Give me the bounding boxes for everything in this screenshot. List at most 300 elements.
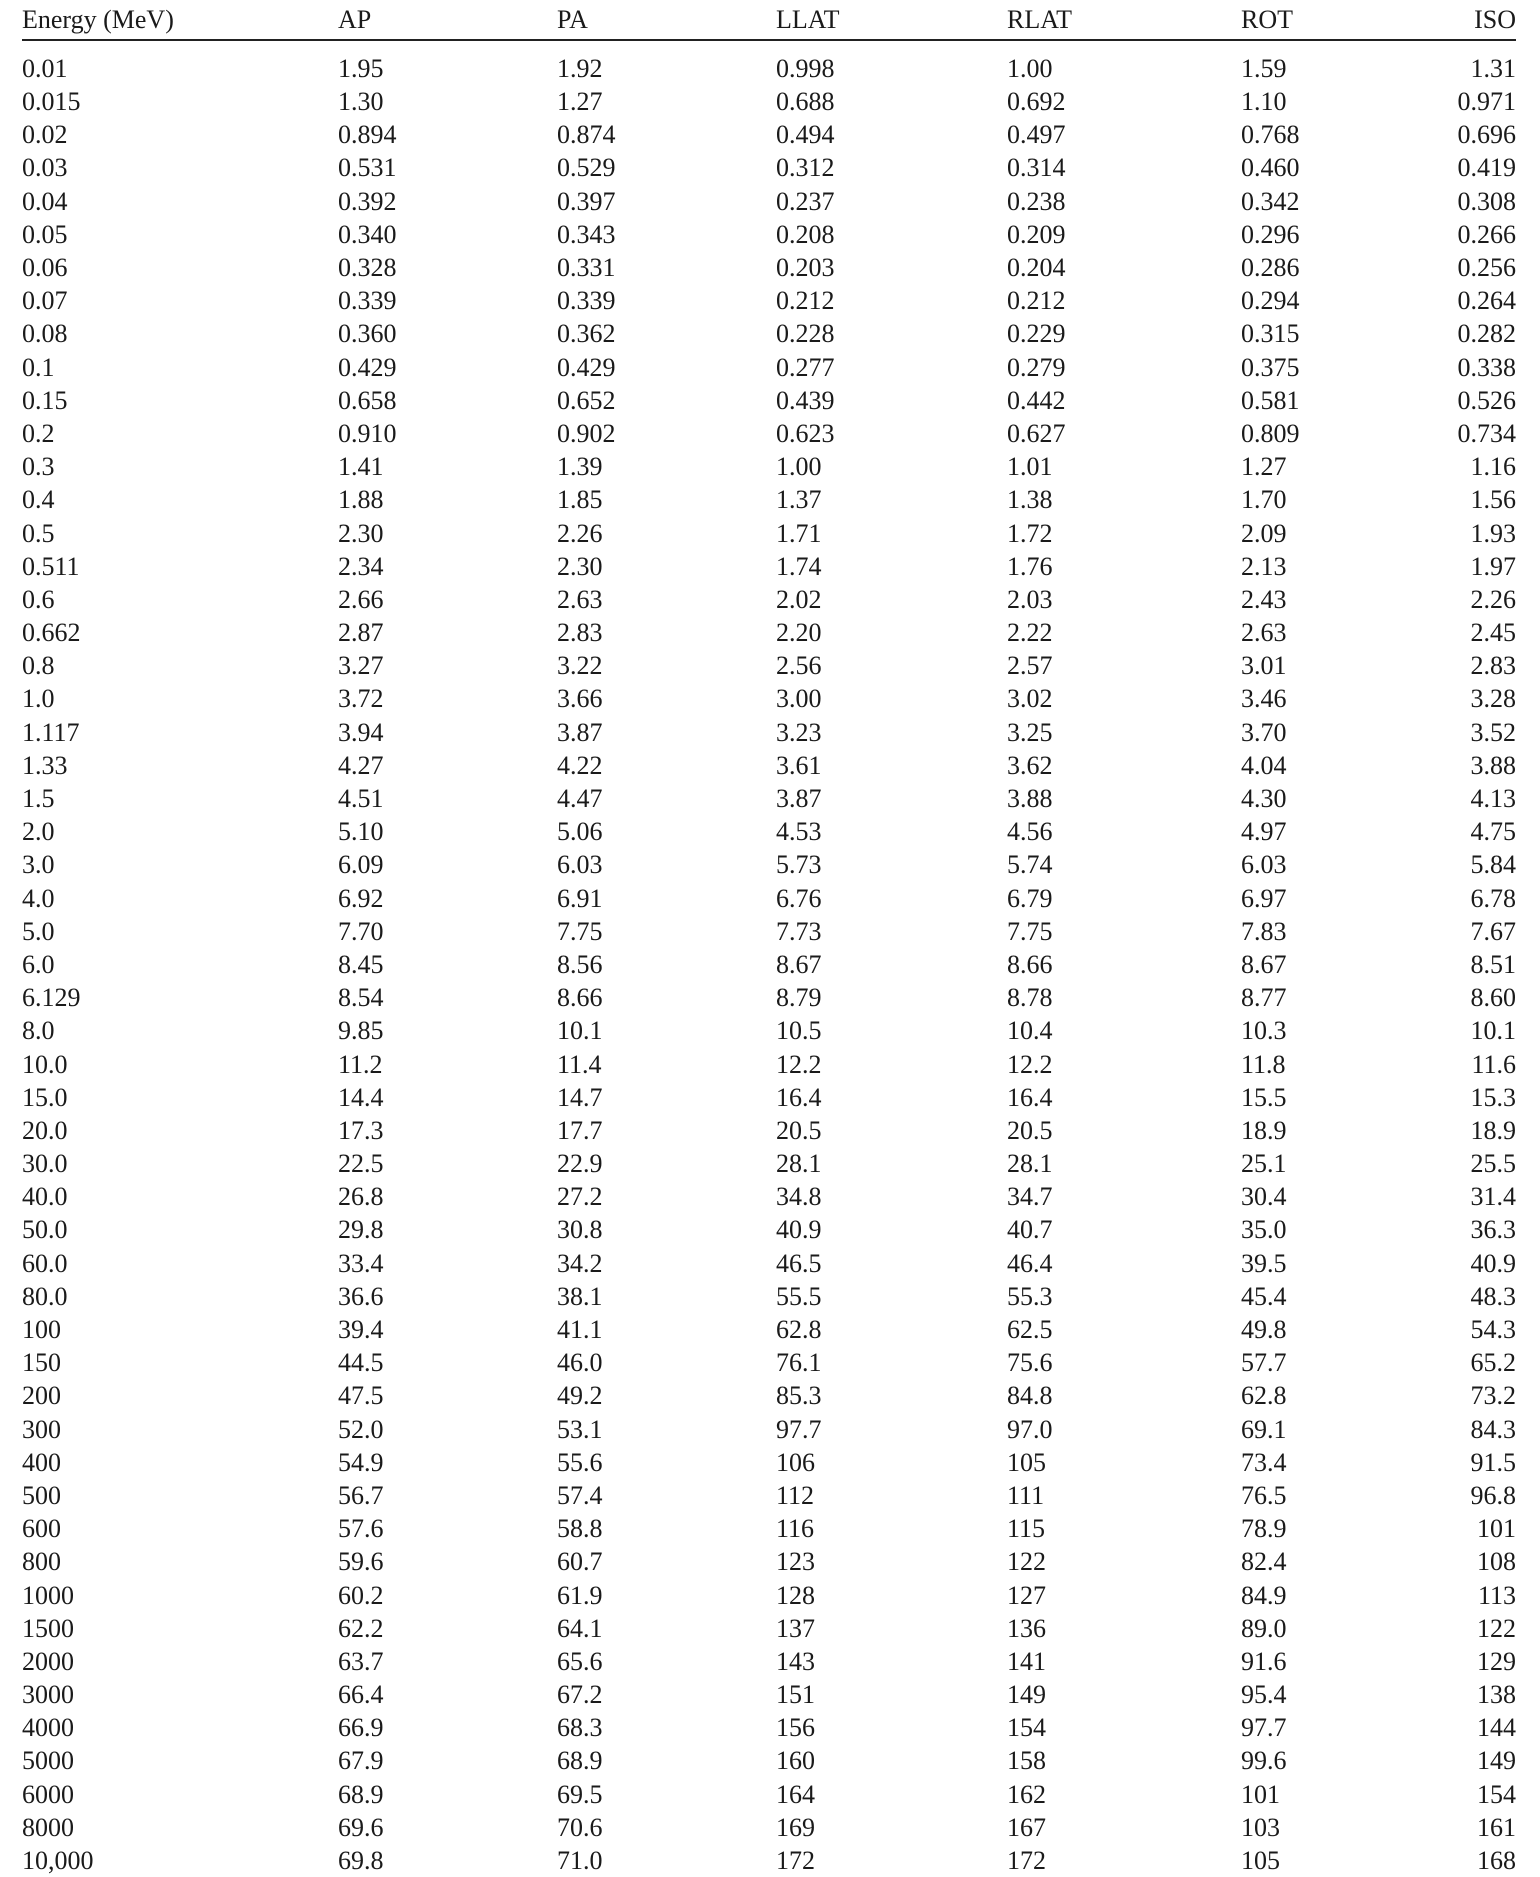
cell-rlat: 127 bbox=[1007, 1580, 1046, 1610]
cell-llat: 0.688 bbox=[776, 87, 835, 117]
header-energy: Energy (MeV) bbox=[22, 0, 338, 40]
cell-energy: 2000 bbox=[22, 1646, 74, 1676]
cell-pa: 2.63 bbox=[557, 584, 603, 614]
cell-rlat: 154 bbox=[1007, 1713, 1046, 1743]
cell-rlat: 111 bbox=[1007, 1480, 1045, 1510]
cell-rlat: 8.66 bbox=[1007, 949, 1053, 979]
cell-rlat: 136 bbox=[1007, 1613, 1046, 1643]
cell-pa: 8.66 bbox=[557, 983, 603, 1013]
cell-energy: 10.0 bbox=[22, 1049, 68, 1079]
cell-iso: 168 bbox=[1477, 1846, 1516, 1876]
cell-pa: 71.0 bbox=[557, 1846, 603, 1876]
table-row bbox=[22, 915, 1516, 948]
cell-ap: 1.30 bbox=[338, 87, 384, 117]
cell-energy: 6000 bbox=[22, 1779, 74, 1809]
cell-llat: 2.02 bbox=[776, 584, 822, 614]
cell-ap: 0.339 bbox=[338, 286, 397, 316]
cell-rlat: 97.0 bbox=[1007, 1414, 1053, 1444]
cell-llat: 34.8 bbox=[776, 1182, 822, 1212]
cell-llat: 0.312 bbox=[776, 153, 835, 183]
table-row bbox=[22, 1844, 1516, 1877]
cell-llat: 0.623 bbox=[776, 418, 835, 448]
cell-iso: 0.282 bbox=[1457, 319, 1516, 349]
cell-energy: 0.662 bbox=[22, 618, 81, 648]
cell-iso: 161 bbox=[1477, 1812, 1516, 1842]
cell-rot: 0.375 bbox=[1241, 352, 1300, 382]
cell-ap: 2.66 bbox=[338, 584, 384, 614]
cell-rot: 0.809 bbox=[1241, 418, 1300, 448]
cell-llat: 172 bbox=[776, 1846, 815, 1876]
cell-iso: 96.8 bbox=[1470, 1480, 1516, 1510]
cell-llat: 1.71 bbox=[776, 518, 822, 548]
cell-pa: 70.6 bbox=[557, 1812, 603, 1842]
cell-iso: 84.3 bbox=[1470, 1414, 1516, 1444]
cell-ap: 2.87 bbox=[338, 618, 384, 648]
cell-pa: 0.331 bbox=[557, 253, 616, 283]
cell-energy: 150 bbox=[22, 1348, 61, 1378]
cell-pa: 6.91 bbox=[557, 883, 603, 913]
table-row bbox=[22, 516, 1516, 549]
cell-energy: 0.8 bbox=[22, 651, 55, 681]
cell-iso: 25.5 bbox=[1470, 1149, 1516, 1179]
table-row bbox=[22, 815, 1516, 848]
cell-rot: 62.8 bbox=[1241, 1381, 1287, 1411]
cell-ap: 0.340 bbox=[338, 219, 397, 249]
cell-ap: 0.328 bbox=[338, 253, 397, 283]
cell-energy: 0.05 bbox=[22, 219, 68, 249]
cell-rot: 105 bbox=[1241, 1846, 1280, 1876]
cell-rot: 2.09 bbox=[1241, 518, 1287, 548]
table-row bbox=[22, 616, 1516, 649]
cell-iso: 4.13 bbox=[1470, 784, 1516, 814]
cell-pa: 34.2 bbox=[557, 1248, 603, 1278]
cell-llat: 3.00 bbox=[776, 684, 822, 714]
cell-pa: 68.3 bbox=[557, 1713, 603, 1743]
cell-pa: 0.362 bbox=[557, 319, 616, 349]
cell-iso: 73.2 bbox=[1470, 1381, 1516, 1411]
cell-pa: 0.339 bbox=[557, 286, 616, 316]
cell-iso: 108 bbox=[1477, 1547, 1516, 1577]
table-row bbox=[22, 1213, 1516, 1246]
cell-rlat: 0.442 bbox=[1007, 385, 1066, 415]
cell-rot: 78.9 bbox=[1241, 1514, 1287, 1544]
cell-rlat: 40.7 bbox=[1007, 1215, 1053, 1245]
cell-llat: 112 bbox=[776, 1480, 815, 1510]
cell-llat: 0.277 bbox=[776, 352, 835, 382]
cell-energy: 1.0 bbox=[22, 684, 55, 714]
table-row bbox=[22, 218, 1516, 251]
cell-pa: 0.874 bbox=[557, 120, 616, 150]
cell-ap: 2.30 bbox=[338, 518, 384, 548]
cell-iso: 8.60 bbox=[1470, 983, 1516, 1013]
cell-rlat: 75.6 bbox=[1007, 1348, 1053, 1378]
cell-rot: 0.294 bbox=[1241, 286, 1300, 316]
cell-pa: 58.8 bbox=[557, 1514, 603, 1544]
cell-llat: 5.73 bbox=[776, 850, 822, 880]
cell-energy: 400 bbox=[22, 1447, 61, 1477]
cell-pa: 65.6 bbox=[557, 1646, 603, 1676]
cell-rlat: 0.692 bbox=[1007, 87, 1066, 117]
cell-pa: 5.06 bbox=[557, 817, 603, 847]
cell-ap: 33.4 bbox=[338, 1248, 384, 1278]
cell-rlat: 46.4 bbox=[1007, 1248, 1053, 1278]
cell-pa: 55.6 bbox=[557, 1447, 603, 1477]
cell-iso: 129 bbox=[1477, 1646, 1516, 1676]
cell-iso: 1.56 bbox=[1470, 485, 1516, 515]
cell-iso: 4.75 bbox=[1470, 817, 1516, 847]
table-row bbox=[22, 1545, 1516, 1578]
cell-ap: 54.9 bbox=[338, 1447, 384, 1477]
table-row bbox=[22, 1014, 1516, 1047]
cell-rot: 8.67 bbox=[1241, 949, 1287, 979]
cell-llat: 10.5 bbox=[776, 1016, 822, 1046]
cell-iso: 0.971 bbox=[1457, 87, 1516, 117]
cell-rlat: 3.62 bbox=[1007, 750, 1053, 780]
cell-iso: 113 bbox=[1477, 1580, 1516, 1610]
cell-energy: 3.0 bbox=[22, 850, 55, 880]
cell-ap: 0.894 bbox=[338, 120, 397, 150]
cell-pa: 22.9 bbox=[557, 1149, 603, 1179]
cell-rlat: 0.209 bbox=[1007, 219, 1066, 249]
cell-rlat: 20.5 bbox=[1007, 1115, 1053, 1145]
cell-energy: 0.1 bbox=[22, 352, 55, 382]
cell-rot: 0.286 bbox=[1241, 253, 1300, 283]
cell-energy: 0.3 bbox=[22, 452, 55, 482]
cell-rlat: 1.00 bbox=[1007, 54, 1053, 83]
cell-energy: 0.02 bbox=[22, 120, 68, 150]
cell-ap: 0.429 bbox=[338, 352, 397, 382]
header-ap: AP bbox=[338, 0, 557, 40]
cell-energy: 3000 bbox=[22, 1680, 74, 1710]
cell-rlat: 4.56 bbox=[1007, 817, 1053, 847]
cell-rlat: 1.01 bbox=[1007, 452, 1053, 482]
cell-energy: 1000 bbox=[22, 1580, 74, 1610]
table-row bbox=[22, 716, 1516, 749]
cell-llat: 3.87 bbox=[776, 784, 822, 814]
cell-ap: 0.392 bbox=[338, 186, 397, 216]
table-row bbox=[22, 185, 1516, 218]
cell-rot: 1.10 bbox=[1241, 87, 1287, 117]
cell-rlat: 2.57 bbox=[1007, 651, 1053, 681]
cell-iso: 7.67 bbox=[1470, 916, 1516, 946]
cell-rlat: 2.22 bbox=[1007, 618, 1053, 648]
cell-pa: 46.0 bbox=[557, 1348, 603, 1378]
cell-rlat: 5.74 bbox=[1007, 850, 1053, 880]
table-row bbox=[22, 1711, 1516, 1744]
cell-pa: 60.7 bbox=[557, 1547, 603, 1577]
cell-ap: 3.72 bbox=[338, 684, 384, 714]
cell-pa: 27.2 bbox=[557, 1182, 603, 1212]
data-table-container bbox=[22, 0, 1516, 1877]
header-iso: ISO bbox=[1424, 0, 1516, 40]
table-row bbox=[22, 1612, 1516, 1645]
table-body bbox=[22, 40, 1516, 1877]
cell-iso: 144 bbox=[1477, 1713, 1516, 1743]
header-llat: LLAT bbox=[776, 0, 1007, 40]
cell-ap: 69.6 bbox=[338, 1812, 384, 1842]
cell-llat: 169 bbox=[776, 1812, 815, 1842]
table-row bbox=[22, 1578, 1516, 1611]
cell-iso: 3.28 bbox=[1470, 684, 1516, 714]
cell-llat: 28.1 bbox=[776, 1149, 822, 1179]
cell-energy: 0.015 bbox=[22, 87, 81, 117]
cell-iso: 1.97 bbox=[1470, 551, 1516, 581]
cell-iso: 36.3 bbox=[1470, 1215, 1516, 1245]
cell-energy: 0.511 bbox=[22, 551, 80, 581]
cell-ap: 0.531 bbox=[338, 153, 397, 183]
cell-pa: 4.47 bbox=[557, 784, 603, 814]
table-row bbox=[22, 118, 1516, 151]
cell-iso: 0.256 bbox=[1457, 253, 1516, 283]
cell-rlat: 8.78 bbox=[1007, 983, 1053, 1013]
cell-pa: 0.902 bbox=[557, 418, 616, 448]
cell-pa: 17.7 bbox=[557, 1115, 603, 1145]
cell-rlat: 0.279 bbox=[1007, 352, 1066, 382]
cell-pa: 38.1 bbox=[557, 1281, 603, 1311]
table-row bbox=[22, 1645, 1516, 1678]
cell-rot: 30.4 bbox=[1241, 1182, 1287, 1212]
table-row bbox=[22, 1346, 1516, 1379]
cell-ap: 69.8 bbox=[338, 1846, 384, 1876]
cell-pa: 1.27 bbox=[557, 87, 603, 117]
cell-llat: 0.494 bbox=[776, 120, 835, 150]
table-row bbox=[22, 1811, 1516, 1844]
cell-rot: 4.30 bbox=[1241, 784, 1287, 814]
cell-energy: 0.01 bbox=[22, 54, 68, 83]
cell-energy: 5.0 bbox=[22, 916, 55, 946]
cell-energy: 1.5 bbox=[22, 784, 55, 814]
cell-llat: 3.61 bbox=[776, 750, 822, 780]
cell-energy: 0.4 bbox=[22, 485, 55, 515]
cell-iso: 91.5 bbox=[1470, 1447, 1516, 1477]
header-rot: ROT bbox=[1241, 0, 1424, 40]
cell-ap: 3.27 bbox=[338, 651, 384, 681]
cell-iso: 3.52 bbox=[1470, 717, 1516, 747]
cell-iso: 0.338 bbox=[1457, 352, 1516, 382]
cell-llat: 6.76 bbox=[776, 883, 822, 913]
cell-llat: 55.5 bbox=[776, 1281, 822, 1311]
cell-iso: 18.9 bbox=[1470, 1115, 1516, 1145]
cell-pa: 0.429 bbox=[557, 352, 616, 382]
table-row bbox=[22, 85, 1516, 118]
cell-llat: 143 bbox=[776, 1646, 815, 1676]
header-row bbox=[22, 0, 1516, 40]
cell-pa: 1.39 bbox=[557, 452, 603, 482]
cell-ap: 29.8 bbox=[338, 1215, 384, 1245]
cell-rot: 103 bbox=[1241, 1812, 1280, 1842]
cell-pa: 30.8 bbox=[557, 1215, 603, 1245]
cell-llat: 0.228 bbox=[776, 319, 835, 349]
cell-energy: 0.15 bbox=[22, 385, 68, 415]
cell-rlat: 3.25 bbox=[1007, 717, 1053, 747]
cell-rlat: 0.204 bbox=[1007, 253, 1066, 283]
cell-llat: 156 bbox=[776, 1713, 815, 1743]
cell-llat: 164 bbox=[776, 1779, 815, 1809]
cell-llat: 2.56 bbox=[776, 651, 822, 681]
cell-iso: 0.696 bbox=[1457, 120, 1516, 150]
cell-llat: 8.67 bbox=[776, 949, 822, 979]
cell-ap: 6.09 bbox=[338, 850, 384, 880]
cell-iso: 1.93 bbox=[1470, 518, 1516, 548]
cell-llat: 12.2 bbox=[776, 1049, 822, 1079]
cell-rot: 18.9 bbox=[1241, 1115, 1287, 1145]
table-header bbox=[22, 0, 1516, 40]
cell-ap: 63.7 bbox=[338, 1646, 384, 1676]
cell-pa: 3.66 bbox=[557, 684, 603, 714]
table-row bbox=[22, 1744, 1516, 1777]
table-row bbox=[22, 1313, 1516, 1346]
cell-pa: 2.26 bbox=[557, 518, 603, 548]
cell-llat: 151 bbox=[776, 1680, 815, 1710]
cell-energy: 8000 bbox=[22, 1812, 74, 1842]
cell-ap: 0.360 bbox=[338, 319, 397, 349]
cell-ap: 0.910 bbox=[338, 418, 397, 448]
cell-energy: 60.0 bbox=[22, 1248, 68, 1278]
cell-rot: 25.1 bbox=[1241, 1149, 1287, 1179]
cell-pa: 0.529 bbox=[557, 153, 616, 183]
cell-iso: 0.266 bbox=[1457, 219, 1516, 249]
cell-rot: 0.460 bbox=[1241, 153, 1300, 183]
cell-iso: 8.51 bbox=[1470, 949, 1516, 979]
cell-llat: 128 bbox=[776, 1580, 815, 1610]
cell-energy: 6.129 bbox=[22, 983, 81, 1013]
cell-llat: 1.00 bbox=[776, 452, 822, 482]
cell-ap: 11.2 bbox=[338, 1049, 383, 1079]
cell-rlat: 1.38 bbox=[1007, 485, 1053, 515]
cell-pa: 1.92 bbox=[557, 54, 603, 83]
cell-iso: 31.4 bbox=[1470, 1182, 1516, 1212]
cell-ap: 66.4 bbox=[338, 1680, 384, 1710]
cell-energy: 50.0 bbox=[22, 1215, 68, 1245]
cell-llat: 4.53 bbox=[776, 817, 822, 847]
cell-rot: 0.315 bbox=[1241, 319, 1300, 349]
header-pa: PA bbox=[557, 0, 776, 40]
table-row bbox=[22, 417, 1516, 450]
cell-ap: 59.6 bbox=[338, 1547, 384, 1577]
cell-rot: 57.7 bbox=[1241, 1348, 1287, 1378]
cell-pa: 64.1 bbox=[557, 1613, 603, 1643]
cell-rlat: 0.238 bbox=[1007, 186, 1066, 216]
cell-ap: 22.5 bbox=[338, 1149, 384, 1179]
cell-energy: 600 bbox=[22, 1514, 61, 1544]
cell-iso: 0.526 bbox=[1457, 385, 1516, 415]
table-row bbox=[22, 1512, 1516, 1545]
table-row bbox=[22, 1413, 1516, 1446]
table-row bbox=[22, 1280, 1516, 1313]
cell-pa: 4.22 bbox=[557, 750, 603, 780]
table-row bbox=[22, 483, 1516, 516]
cell-llat: 46.5 bbox=[776, 1248, 822, 1278]
cell-pa: 14.7 bbox=[557, 1082, 603, 1112]
table-row bbox=[22, 550, 1516, 583]
cell-iso: 65.2 bbox=[1470, 1348, 1516, 1378]
cell-energy: 0.2 bbox=[22, 418, 55, 448]
cell-llat: 116 bbox=[776, 1514, 815, 1544]
cell-rot: 4.04 bbox=[1241, 750, 1287, 780]
cell-rot: 0.342 bbox=[1241, 186, 1300, 216]
cell-energy: 300 bbox=[22, 1414, 61, 1444]
cell-rot: 39.5 bbox=[1241, 1248, 1287, 1278]
header-rlat: RLAT bbox=[1007, 0, 1241, 40]
table-row bbox=[22, 782, 1516, 815]
cell-rot: 95.4 bbox=[1241, 1680, 1287, 1710]
cell-iso: 101 bbox=[1477, 1514, 1516, 1544]
table-row bbox=[22, 384, 1516, 417]
cell-ap: 52.0 bbox=[338, 1414, 384, 1444]
table-row bbox=[22, 1147, 1516, 1180]
cell-ap: 0.658 bbox=[338, 385, 397, 415]
cell-iso: 154 bbox=[1477, 1779, 1516, 1809]
table-row bbox=[22, 882, 1516, 915]
cell-ap: 39.4 bbox=[338, 1315, 384, 1345]
cell-ap: 57.6 bbox=[338, 1514, 384, 1544]
cell-rlat: 167 bbox=[1007, 1812, 1046, 1842]
cell-iso: 3.88 bbox=[1470, 750, 1516, 780]
cell-ap: 8.45 bbox=[338, 949, 384, 979]
cell-energy: 0.5 bbox=[22, 518, 55, 548]
table-row bbox=[22, 649, 1516, 682]
cell-ap: 36.6 bbox=[338, 1281, 384, 1311]
cell-energy: 80.0 bbox=[22, 1281, 68, 1311]
cell-energy: 0.03 bbox=[22, 153, 68, 183]
cell-llat: 16.4 bbox=[776, 1082, 822, 1112]
cell-rot: 7.83 bbox=[1241, 916, 1287, 946]
cell-rlat: 0.314 bbox=[1007, 153, 1066, 183]
cell-rot: 8.77 bbox=[1241, 983, 1287, 1013]
cell-iso: 0.308 bbox=[1457, 186, 1516, 216]
cell-energy: 0.6 bbox=[22, 584, 55, 614]
cell-rot: 97.7 bbox=[1241, 1713, 1287, 1743]
cell-energy: 800 bbox=[22, 1547, 61, 1577]
cell-pa: 11.4 bbox=[557, 1049, 602, 1079]
table-row bbox=[22, 40, 1516, 85]
table-row bbox=[22, 1081, 1516, 1114]
cell-iso: 40.9 bbox=[1470, 1248, 1516, 1278]
cell-pa: 1.85 bbox=[557, 485, 603, 515]
cell-ap: 68.9 bbox=[338, 1779, 384, 1809]
cell-rlat: 158 bbox=[1007, 1746, 1046, 1776]
table-row bbox=[22, 151, 1516, 184]
table-row bbox=[22, 351, 1516, 384]
cell-rot: 49.8 bbox=[1241, 1315, 1287, 1345]
cell-rot: 11.8 bbox=[1241, 1049, 1286, 1079]
cell-iso: 15.3 bbox=[1470, 1082, 1516, 1112]
table-row bbox=[22, 1379, 1516, 1412]
table-row bbox=[22, 583, 1516, 616]
cell-rlat: 122 bbox=[1007, 1547, 1046, 1577]
cell-rot: 35.0 bbox=[1241, 1215, 1287, 1245]
cell-rlat: 34.7 bbox=[1007, 1182, 1053, 1212]
cell-rot: 69.1 bbox=[1241, 1414, 1287, 1444]
cell-rot: 84.9 bbox=[1241, 1580, 1287, 1610]
cell-iso: 138 bbox=[1477, 1680, 1516, 1710]
cell-rlat: 162 bbox=[1007, 1779, 1046, 1809]
cell-pa: 3.87 bbox=[557, 717, 603, 747]
cell-llat: 85.3 bbox=[776, 1381, 822, 1411]
cell-llat: 0.208 bbox=[776, 219, 835, 249]
cell-rlat: 3.88 bbox=[1007, 784, 1053, 814]
cell-ap: 9.85 bbox=[338, 1016, 384, 1046]
cell-energy: 1.33 bbox=[22, 750, 68, 780]
cell-ap: 44.5 bbox=[338, 1348, 384, 1378]
cell-pa: 3.22 bbox=[557, 651, 603, 681]
table-row bbox=[22, 317, 1516, 350]
cell-rlat: 0.212 bbox=[1007, 286, 1066, 316]
cell-iso: 1.31 bbox=[1470, 54, 1516, 83]
cell-llat: 20.5 bbox=[776, 1115, 822, 1145]
cell-rot: 6.97 bbox=[1241, 883, 1287, 913]
cell-rot: 6.03 bbox=[1241, 850, 1287, 880]
